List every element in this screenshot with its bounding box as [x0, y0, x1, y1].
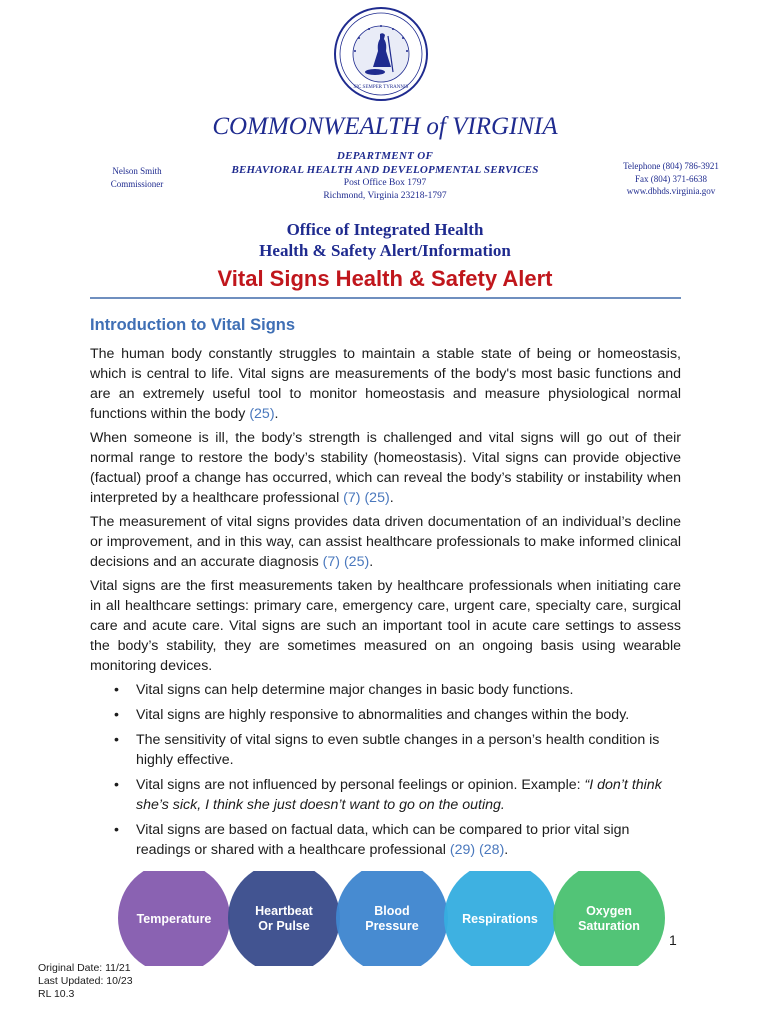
department-block [185, 149, 585, 203]
paragraph [90, 576, 681, 676]
telephone: Telephone (804) 786-3921 [623, 161, 719, 171]
vital-circle-oxygen-saturation [553, 871, 665, 966]
vital-circle-heartbeat [228, 871, 340, 966]
bullet-list [90, 680, 681, 860]
list-item [90, 705, 681, 725]
body-text [90, 344, 681, 865]
bullet-icon: • [114, 732, 119, 748]
example-quote: “I don’t think she’s sick, I think she just doesn’t want to go on the outing. [136, 777, 662, 813]
state-title-state: VIRGINIA [452, 113, 558, 140]
list-item-text: Vital signs are not influenced by personal feelings or opinion. Example: [136, 777, 585, 793]
paragraph-text: Vital signs are the first measurements taken by healthcare professionals when initiating care in all healthcare settings: primary care, emergency care, urgent care, specialty care, surgical care and acute care. Vital signs are such an important tool in acute care settings to assess the body’s stability, they are sometimes measured on an ongoing basis using wearable monitoring devices. [90, 578, 681, 674]
department-line-2: BEHAVIORAL HEALTH AND DEVELOPMENTAL SERVICES [231, 164, 539, 176]
list-item-text: Vital signs are based on factual data, which can be compared to prior vital sign readings or shared with a healthcare professional [136, 822, 630, 858]
last-updated: Last Updated: 10/23 [38, 975, 133, 987]
vital-circle-blood-pressure [336, 871, 448, 966]
reference-citation: (7) (25) [343, 490, 390, 506]
circle-label-line-1: Blood [374, 904, 410, 918]
website-link[interactable]: www.dbhds.virginia.gov [626, 186, 716, 196]
office-heading [0, 219, 770, 261]
commissioner-name: Nelson Smith [112, 166, 162, 176]
circle-label-line-1: Respirations [462, 912, 538, 926]
address-line-1: Post Office Box 1797 [343, 178, 427, 188]
list-item-text: Vital signs can help determine major changes in basic body functions. [136, 682, 574, 698]
bullet-icon: • [114, 777, 119, 793]
list-item [90, 680, 681, 700]
paragraph-text: The measurement of vital signs provides data driven documentation of an individual’s decline or improvement, and in this way, can assist healthcare professionals to make informed clinical decisions and an accurate diagnosis [90, 514, 681, 570]
state-title-of: of [426, 113, 446, 140]
bullet-icon: • [114, 682, 119, 698]
circle-label-line-2: Or Pulse [258, 919, 310, 933]
office-line-2: Health & Safety Alert/Information [259, 241, 511, 260]
reference-citation: (29) (28) [449, 842, 505, 858]
revision: RL 10.3 [38, 988, 75, 1000]
page-number: 1 [669, 932, 677, 948]
address-line-2: Richmond, Virginia 23218-1797 [323, 191, 447, 201]
contact-block [606, 160, 736, 198]
office-line-1: Office of Integrated Health [286, 220, 484, 239]
paragraph [90, 344, 681, 424]
vital-circle-temperature [118, 871, 230, 966]
circle-label-line-1: Oxygen [586, 904, 632, 918]
list-item-text: The sensitivity of vital signs to even subtle changes in a person’s health condition is highly effective. [136, 732, 660, 768]
list-item-end: . [504, 842, 509, 858]
bullet-icon: • [114, 707, 119, 723]
paragraph-text: When someone is ill, the body’s strength is challenged and vital signs will go out of their normal range to restore the body’s stability (homeostasis). Vital signs can provide objective (factual) proof a change has occurred, which can reveal the body’s stability or instability when interpreted by a healthcare professional [90, 430, 681, 506]
footer [38, 962, 133, 1001]
department-line-1: DEPARTMENT OF [336, 150, 434, 162]
vital-circle-respirations [444, 871, 556, 966]
state-title [0, 113, 770, 141]
paragraph-text: The human body constantly struggles to maintain a stable state of being or homeostasis, which is central to life. Vital signs are measurements of the body's most basic functions and are an extremely useful tool to monitor homeostasis and measure physiological normal functions within the body [90, 346, 681, 422]
bullet-icon: • [114, 822, 119, 838]
commissioner-block [82, 165, 192, 191]
paragraph-end: . [369, 554, 374, 570]
seal-motto: SIC SEMPER TYRANNIS [353, 85, 409, 90]
reference-citation: (7) (25) [322, 554, 370, 570]
fax: Fax (804) 371-6638 [635, 173, 707, 184]
section-heading: Introduction to Vital Signs [90, 316, 296, 334]
list-item [90, 820, 681, 860]
list-item-text: Vital signs are highly responsive to abnormalities and changes within the body. [136, 707, 630, 723]
paragraph-end: . [274, 406, 279, 422]
title-divider [90, 297, 681, 299]
circle-label-line-1: Heartbeat [255, 904, 313, 918]
list-item [90, 775, 681, 815]
circle-label-line-2: Pressure [365, 919, 419, 933]
commissioner-title: Commissioner [110, 179, 164, 189]
alert-title: Vital Signs Health & Safety Alert [217, 266, 553, 291]
list-item [90, 730, 681, 770]
circle-label-line-1: Temperature [136, 912, 212, 926]
vital-signs-diagram [110, 871, 670, 966]
paragraph-end: . [389, 490, 394, 506]
paragraph [90, 512, 681, 572]
circle-label-line-2: Saturation [578, 919, 640, 933]
reference-citation: (25) [249, 406, 275, 422]
original-date: Original Date: 11/21 [38, 962, 131, 974]
state-title-main: COMMONWEALTH [212, 113, 421, 140]
paragraph [90, 428, 681, 508]
virginia-seal-logo [333, 6, 429, 102]
